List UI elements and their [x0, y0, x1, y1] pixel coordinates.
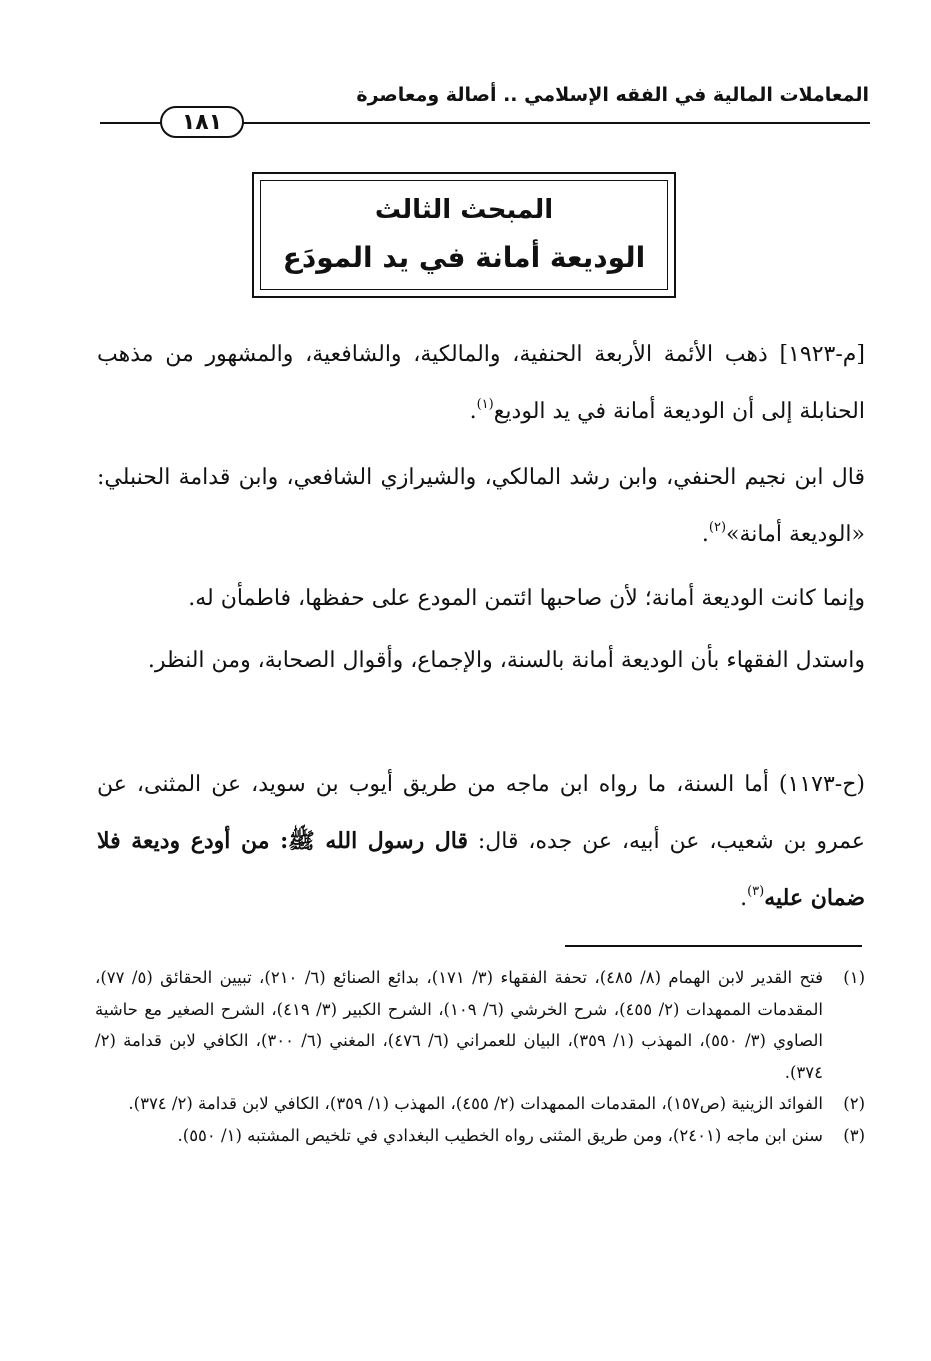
section-title: المبحث الثالث [374, 195, 554, 225]
section-subtitle: الوديعة أمانة في يد المودَع [282, 241, 646, 274]
footnote-ref-1: (١) [476, 397, 494, 412]
paragraph-4 [97, 632, 865, 689]
footnote-1 [95, 962, 865, 1088]
footnote-2-text: الفوائد الزينية (ص١٥٧)، المقدمات الممهدات (٢/ ٤٥٥)، المهذب (١/ ٣٥٩)، الكافي لابن قدامة (٢/ ٣٧٤). [128, 1094, 823, 1113]
footnote-3-number: (٣) [843, 1125, 865, 1145]
paragraph-3-text: وإنما كانت الوديعة أمانة؛ لأن صاحبها ائتمن المودع على حفظها، فاطمأن له. [188, 586, 865, 611]
footnote-ref-3: (٣) [747, 884, 765, 899]
paragraph-1 [97, 326, 865, 440]
header-rule-left [100, 122, 162, 124]
footnote-1-text: فتح القدير لابن الهمام (٨/ ٤٨٥)، تحفة الفقهاء (٣/ ١٧١)، بدائع الصنائع (٦/ ٢١٠)، تبيين الحقائق (٥/ ٧٧)، المقدمات الممهدات (٢/ ٤٥٥)، شرح الخرشي (٦/ ١٠٩)، الشرح الكبير (٣/ ٤١٩)، الشرح الصغير مع حاشية الصاوي (٣/ ٥٥٠)، المهذب (١/ ٣٥٩)، البيان للعمراني (٦/ ٤٧٦)، المغني (٦/ ٣٠٠)، الكافي لابن قدامة (٢/ ٣٧٤). [95, 968, 824, 1082]
footnotes [95, 962, 865, 1151]
paragraph-5-text: (ح-١١٧٣) أما السنة، ما رواه ابن ماجه من طريق أيوب بن سويد، عن المثنى، عن عمرو بن شعيب، عن أبيه، عن جده، قال: [97, 772, 865, 854]
paragraph-2-end: . [701, 522, 709, 547]
paragraph-2-text: قال ابن نجيم الحنفي، وابن رشد المالكي، والشيرازي الشافعي، وابن قدامة الحنبلي: «الوديعة أمانة» [97, 465, 865, 547]
footnote-2 [95, 1088, 865, 1120]
footnote-separator [565, 945, 862, 947]
section-title-inner-frame [260, 180, 668, 290]
running-header: المعاملات المالية في الفقه الإسلامي .. أصالة ومعاصرة [356, 84, 869, 106]
paragraph-1-end: . [469, 399, 477, 424]
footnote-1-number: (١) [843, 968, 865, 987]
paragraph-1-text: [م-١٩٢٣] ذهب الأئمة الأربعة الحنفية، والمالكية، والشافعية، والمشهور من مذهب الحنابلة إلى أن الوديعة أمانة في يد الوديع [97, 342, 865, 424]
section-title-box [252, 172, 676, 298]
paragraph-5-end: . [740, 886, 748, 911]
footnote-2-number: (٢) [843, 1094, 865, 1113]
paragraph-2 [97, 449, 865, 563]
footnote-ref-2: (٢) [708, 520, 727, 535]
paragraph-4-text: واستدل الفقهاء بأن الوديعة أمانة بالسنة، والإجماع، وأقوال الصحابة، ومن النظر. [147, 648, 865, 673]
paragraph-3 [97, 570, 865, 627]
paragraph-5 [97, 756, 865, 927]
footnote-3-text: سنن ابن ماجه (٢٤٠١)، ومن طريق المثنى رواه الخطيب البغدادي في تلخيص المشتبه (١/ ٥٥٠). [177, 1125, 823, 1145]
footnote-3 [95, 1120, 865, 1152]
page-number-badge: ١٨١ [160, 106, 244, 138]
header-rule-right [243, 122, 870, 124]
hadith-quote: قال رسول الله ﷺ: من أودع وديعة فلا ضمان عليه [97, 828, 865, 911]
